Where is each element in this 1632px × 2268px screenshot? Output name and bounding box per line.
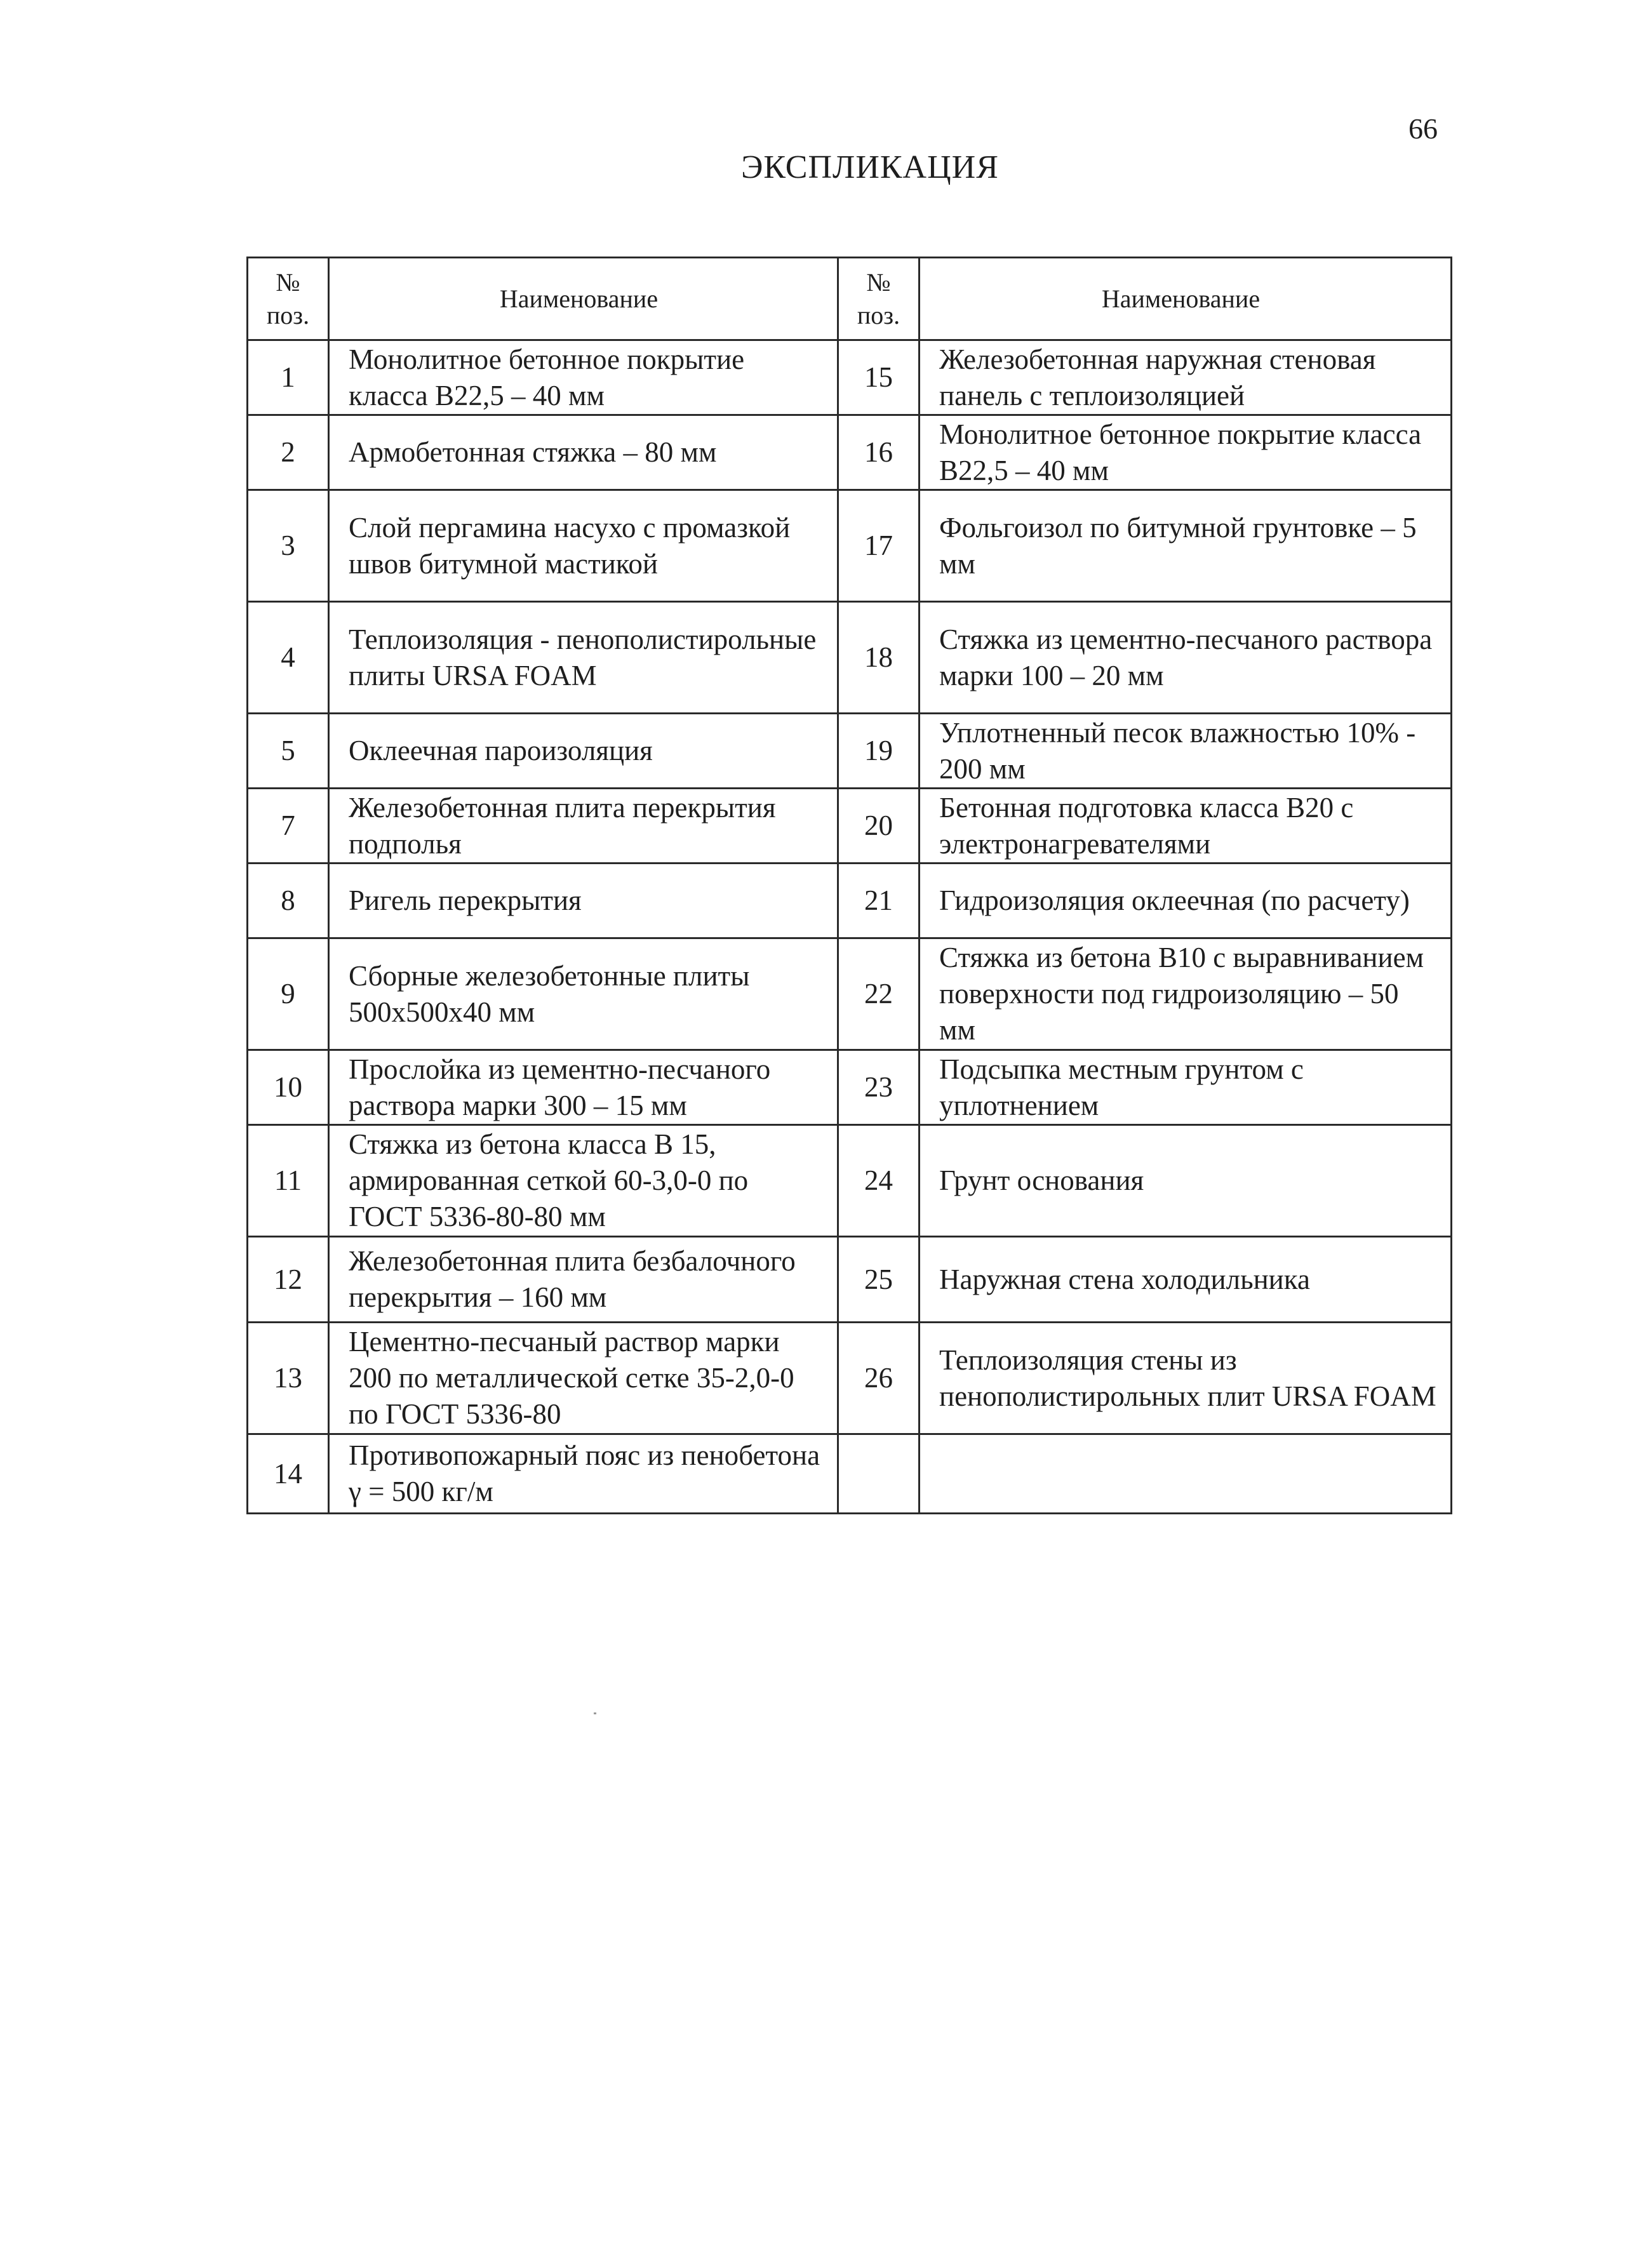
table-row [248,1237,1452,1323]
right-name: Наружная стена холодильника [920,1237,1452,1323]
left-name: Ригель перекрытия [329,864,838,938]
header-num-symbol-2: № [866,267,891,297]
right-pos: 25 [838,1237,920,1323]
left-pos: 9 [248,938,329,1050]
left-name: Железобетонная плита перекрытия подполья [329,789,838,864]
right-pos: 15 [838,340,920,415]
right-name: Фольгоизол по битумной грунтовке – 5 мм [920,490,1452,602]
left-pos: 2 [248,415,329,490]
right-name: Стяжка из цементно-песчаного раствора марки 100 – 20 мм [920,602,1452,714]
scan-speck [594,1712,596,1714]
right-name: Уплотненный песок влажностью 10% - 200 мм [920,714,1452,789]
table-row [248,938,1452,1050]
left-name: Монолитное бетонное покрытие класса В22,5 – 40 мм [329,340,838,415]
table-row [248,789,1452,864]
right-name: Бетонная подготовка класса В20 с электронагревателями [920,789,1452,864]
header-position-number [248,258,329,340]
right-pos: 22 [838,938,920,1050]
table-row [248,1050,1452,1125]
left-name: Стяжка из бетона класса В 15, армированная сеткой 60-3,0-0 по ГОСТ 5336-80-80 мм [329,1125,838,1237]
right-pos: 16 [838,415,920,490]
table-row [248,864,1452,938]
left-pos: 12 [248,1237,329,1323]
left-pos: 1 [248,340,329,415]
right-name: Гидроизоляция оклеечная (по расчету) [920,864,1452,938]
table-header-row [248,258,1452,340]
right-pos: 23 [838,1050,920,1125]
table-row [248,1323,1452,1434]
left-name: Слой пергамина насухо с промазкой швов битумной мастикой [329,490,838,602]
header-name: Наименование [329,258,838,340]
table-row [248,714,1452,789]
left-pos: 10 [248,1050,329,1125]
right-pos: 20 [838,789,920,864]
left-name: Железобетонная плита безбалочного перекрытия – 160 мм [329,1237,838,1323]
right-name: Теплоизоляция стены из пенополистирольных плит URSA FOAM [920,1323,1452,1434]
right-name: Подсыпка местным грунтом с уплотнением [920,1050,1452,1125]
left-pos: 11 [248,1125,329,1237]
right-pos: 18 [838,602,920,714]
table-row [248,415,1452,490]
left-name: Сборные железобетонные плиты 500х500х40 мм [329,938,838,1050]
header-position-number-2 [838,258,920,340]
left-name: Противопожарный пояс из пенобетона γ = 500 кг/м [329,1434,838,1514]
left-pos: 5 [248,714,329,789]
header-num-symbol: № [276,267,300,297]
left-name: Цементно-песчаный раствор марки 200 по металлической сетке 35-2,0-0 по ГОСТ 5336-80 [329,1323,838,1434]
table-row [248,1125,1452,1237]
table-row [248,1434,1452,1514]
right-name: Монолитное бетонное покрытие класса В22,5 – 40 мм [920,415,1452,490]
table-row [248,340,1452,415]
left-name: Оклеечная пароизоляция [329,714,838,789]
right-pos: 21 [838,864,920,938]
left-name: Армобетонная стяжка – 80 мм [329,415,838,490]
table-row [248,490,1452,602]
right-pos [838,1434,920,1514]
right-pos: 26 [838,1323,920,1434]
right-name: Грунт основания [920,1125,1452,1237]
right-name [920,1434,1452,1514]
explication-table [246,257,1452,1514]
left-pos: 7 [248,789,329,864]
table-row [248,602,1452,714]
left-name: Теплоизоляция - пенополистирольные плиты URSA FOAM [329,602,838,714]
left-pos: 4 [248,602,329,714]
right-pos: 19 [838,714,920,789]
page-title: ЭКСПЛИКАЦИЯ [741,149,999,185]
right-name: Железобетонная наружная стеновая панель с теплоизоляцией [920,340,1452,415]
left-pos: 13 [248,1323,329,1434]
right-pos: 17 [838,490,920,602]
header-num-abbr: поз. [266,300,310,330]
right-name: Стяжка из бетона В10 с выравниванием поверхности под гидроизоляцию – 50 мм [920,938,1452,1050]
header-num-abbr-2: поз. [857,300,900,330]
left-pos: 14 [248,1434,329,1514]
page-number: 66 [1408,112,1438,145]
left-pos: 8 [248,864,329,938]
left-name: Прослойка из цементно-песчаного раствора марки 300 – 15 мм [329,1050,838,1125]
left-pos: 3 [248,490,329,602]
header-name-2: Наименование [920,258,1452,340]
right-pos: 24 [838,1125,920,1237]
